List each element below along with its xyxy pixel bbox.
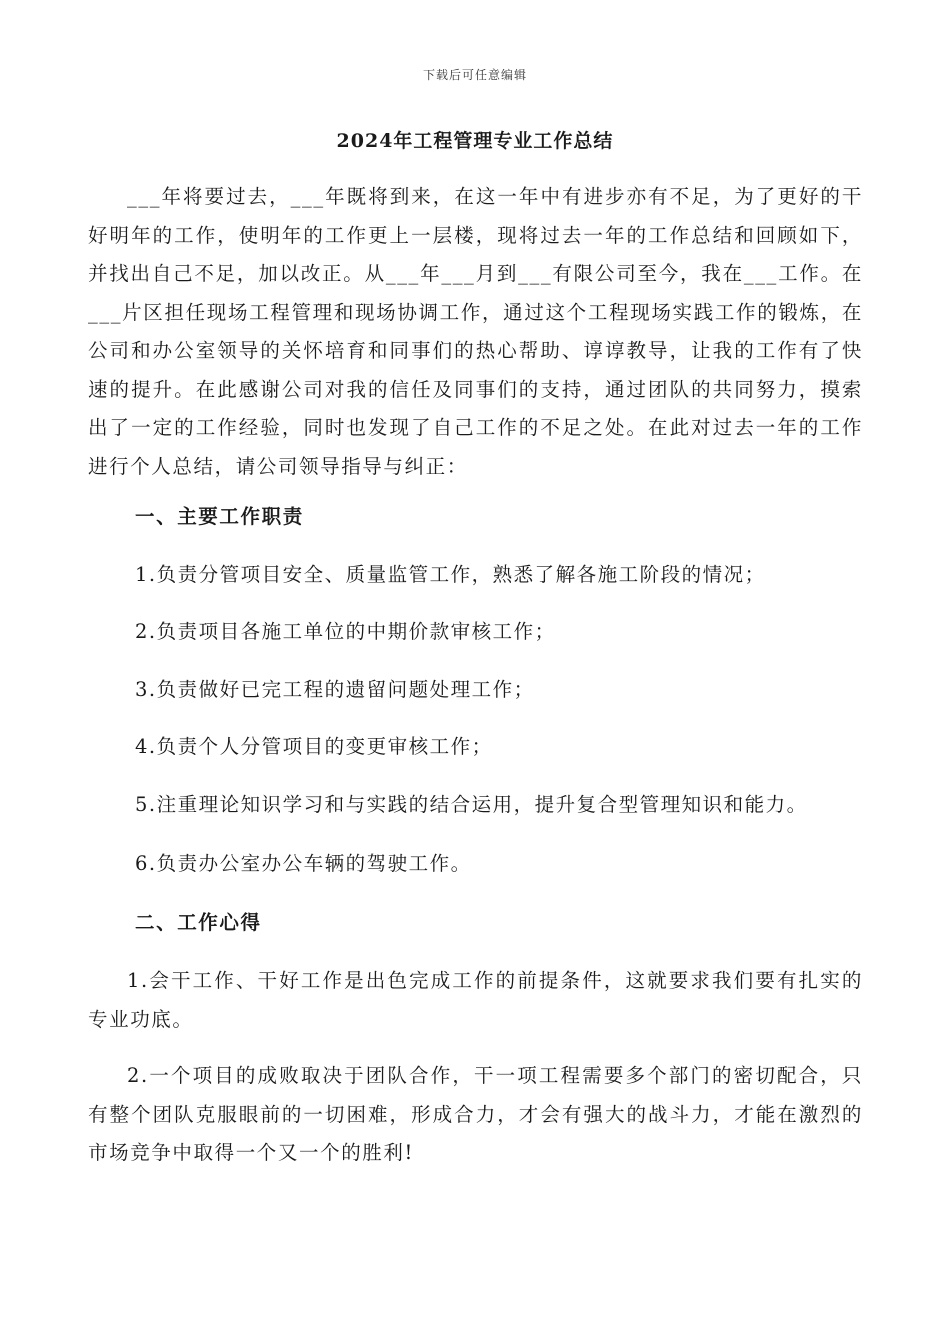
header-note: 下载后可任意编辑 [422,68,527,82]
section-title-work-insights: 二、工作心得 [135,911,262,934]
intro-paragraph: ___年将要过去，___年既将到来，在这一年中有进步亦有不足，为了更好的干好明年的工作，使明年的工作更上一层楼，现将过去一年的工作总结和回顾如下，并找出自己不足，加以改正。从___年___月到___有限公司至今，我在___工作。在___片区担任现场工程管理和现场协调工作，通过这个工程现场实践工作的锻炼，在公司和办公室领导的关怀培育和同事们的热心帮助、谆谆教导，让我的工作有了快速的提升。在此感谢公司对我的信任及同事们的支持，通过团队的共同努力，摸索出了一定的工作经验，同时也发现了自己工作的不足之处。在此对过去一年的工作进行个人总结，请公司领导指导与纠正： [88,185,863,478]
insight-paragraph: 1.会干工作、干好工作是出色完成工作的前提条件，这就要求我们要有扎实的专业功底。 [88,969,863,1031]
duty-item: 5.注重理论知识学习和与实践的结合运用，提升复合型管理知识和能力。 [135,793,808,816]
duty-item: 1.负责分管项目安全、质量监管工作，熟悉了解各施工阶段的情况； [135,563,766,586]
insight-paragraph: 2.一个项目的成败取决于团队合作，干一项工程需要多个部门的密切配合，只有整个团队克服眼前的一切困难，形成合力，才会有强大的战斗力，才能在激烈的市场竞争中取得一个又一个的胜利! [88,1064,863,1164]
section-title-main-duties: 一、主要工作职责 [135,505,304,528]
duty-item: 2.负责项目各施工单位的中期价款审核工作； [135,620,556,643]
document-title: 2024年工程管理专业工作总结 [336,130,614,152]
duty-item: 6.负责办公室办公车辆的驾驶工作。 [135,852,472,875]
duty-item: 4.负责个人分管项目的变更审核工作； [135,735,493,758]
duty-item: 3.负责做好已完工程的遗留问题处理工作； [135,678,535,701]
